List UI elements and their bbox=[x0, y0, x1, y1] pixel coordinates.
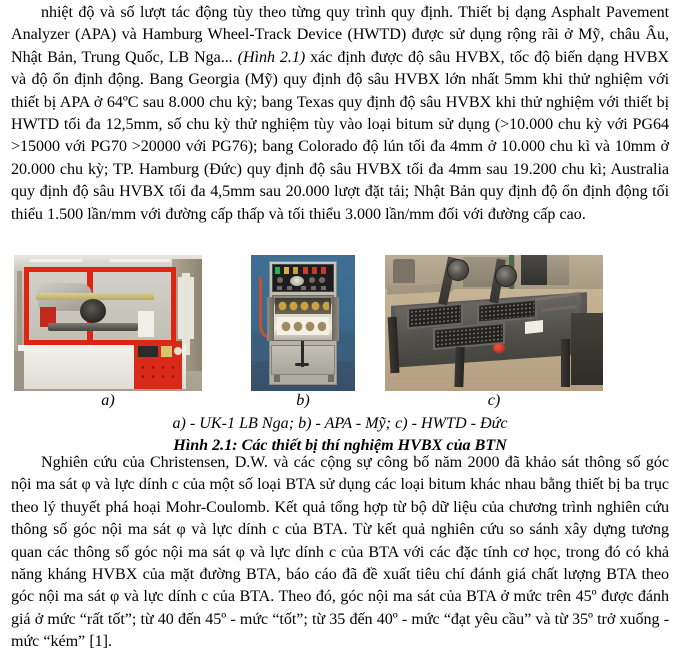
paragraph-bottom-text: Nghiên cứu của Christensen, D.W. và các cộng sự công bố năm 2000 đã khảo sát thông số góc nội ma sát φ và lực dính c của một số loại BTA sử dụng các loại bitum khác nhau bằng thiết bị ba trục theo lý thuyết phá hoại Mohr-Coulomb. Kết quả tổng hợp từ bộ dữ liệu của chương trình nghiên cứu thông số góc nội ma sát φ và lực dính c của BTA. Từ kết quả nghiên cứu so sánh xây dựng tương quan các thông số góc nội ma sát φ và lực dính c của BTA với các đặc tính cơ học, trong đó có khả năng kháng HVBX của mặt đường BTA, báo cáo đã đề xuất tiêu chí đánh giá chất lượng BTA theo góc nội ma sát φ và lực dính c của BTA. Theo đó, góc nội ma sát của BTA ở mức trên 45º được đánh giá ở mức “rất tốt”; từ 40 đến 45º - mức “tốt”; từ 35 đến 40º - mức “đạt yêu cầu” và từ 35º trở xuống - mức “kém” [1]. bbox=[11, 454, 669, 651]
round-gauge bbox=[290, 276, 304, 286]
steel-wheel bbox=[447, 259, 469, 281]
indicator-lights bbox=[275, 267, 331, 274]
steel-wheel bbox=[495, 265, 517, 287]
paragraph-top bbox=[11, 2, 669, 226]
photo-hwtd-duc bbox=[385, 255, 603, 391]
specimen-tray bbox=[48, 323, 138, 331]
panel-switch bbox=[311, 286, 316, 290]
photo-b-scene bbox=[251, 255, 355, 391]
rear-plate bbox=[521, 255, 547, 285]
cabinet-foot bbox=[328, 375, 334, 382]
chamber-door-right bbox=[332, 297, 339, 341]
floor-edge bbox=[14, 351, 24, 391]
wheel-assembly bbox=[277, 300, 329, 312]
vent-holes bbox=[138, 363, 178, 383]
frame-leg bbox=[561, 339, 570, 387]
sub-label-b: b) bbox=[296, 392, 310, 409]
ceiling-lamp-icon bbox=[109, 259, 170, 262]
chamber-door-left bbox=[267, 297, 274, 341]
hose-fitting bbox=[295, 363, 309, 366]
panel-knob bbox=[277, 277, 283, 283]
control-knob bbox=[174, 347, 182, 355]
display-screen bbox=[138, 346, 158, 357]
panel-knob bbox=[319, 277, 325, 283]
figure-2-1 bbox=[0, 255, 680, 456]
sub-label-a: a) bbox=[101, 392, 115, 409]
photo-c-scene bbox=[385, 255, 603, 391]
photo-uk1-lb-nga bbox=[14, 255, 202, 391]
figure-reference-inline: (Hình 2.1) bbox=[237, 48, 306, 66]
equipment-label bbox=[525, 320, 543, 334]
panel-switch bbox=[301, 286, 306, 290]
figure-legend: a) - UK-1 LB Nga; b) - APA - Mỹ; c) - HWTD - Đức bbox=[172, 415, 508, 432]
emergency-stop-button bbox=[493, 343, 505, 353]
control-button bbox=[161, 346, 172, 357]
sub-label-c: c) bbox=[487, 392, 501, 409]
waste-bin bbox=[393, 259, 415, 283]
cabinet-foot bbox=[274, 375, 280, 382]
white-box bbox=[138, 311, 154, 337]
side-panel bbox=[571, 313, 603, 385]
paragraph-bottom bbox=[11, 452, 669, 654]
panel-switch bbox=[321, 286, 326, 290]
panel-switch bbox=[287, 286, 292, 290]
photo-a-scene bbox=[14, 255, 202, 391]
ceiling-lamp-icon bbox=[29, 259, 82, 262]
paragraph-top-run-3: xác định được độ sâu HVBX, tốc độ biến dạng HVBX và độ ổn định động. Bang Georgia (Mỹ) quy định độ sâu HVBX lớn nhất 5mm khi thử nghiệm với thiết bị APA ở 64ºC sau 8.000 chu kỳ; bang Texas quy định độ sâu HVBX khi thử nghiệm với thiết bị HWTD tối đa 12,5mm, số chu kỳ thử nghiệm tùy vào loại bitum sử dụng (>10.000 chu kỳ với PG64 >15000 với PG70 >20000 với PG76); bang Colorado độ lún tối đa 4mm ở 10.000 chu kì và 10mm ở 20.000 chu kỳ; TP. Hamburg (Đức) quy định độ sâu HVBX tối đa 4mm sau 19.200 chu kì; Australia quy định độ sâu HVBX tối đa 4,5mm sau 20.000 lượt đặt tải; Nhật Bản quy định độ ổn định động tối thiểu 1.500 lần/mm với đường cấp thấp và tối thiểu 3.000 lần/mm đối với đường cấp cao. bbox=[11, 48, 669, 223]
photo-apa-my bbox=[251, 255, 355, 391]
figure-caption-title: Hình 2.1: Các thiết bị thí nghiệm HVBX của BTN bbox=[173, 437, 507, 454]
frame-leg bbox=[454, 347, 464, 387]
paragraph-top-run-1: nhiệt độ và số lượt tác động tùy theo từng quy trình quy định. Thiết bị dạng Asphalt Pavement Analyzer (APA) và Hamburg Wheel-Track Device (HWTD) được sử dụng rộng rãi ở Mỹ, châu Âu, Nhật Bản, Trung Quốc, LB Nga... bbox=[11, 4, 669, 66]
panel-knob bbox=[309, 277, 315, 283]
test-wheel bbox=[80, 299, 106, 323]
asphalt-specimens bbox=[280, 320, 326, 332]
wall-strip bbox=[182, 273, 190, 355]
figure-photo-row bbox=[0, 255, 680, 391]
figure-sub-labels bbox=[0, 392, 680, 412]
panel-switch bbox=[277, 286, 282, 290]
